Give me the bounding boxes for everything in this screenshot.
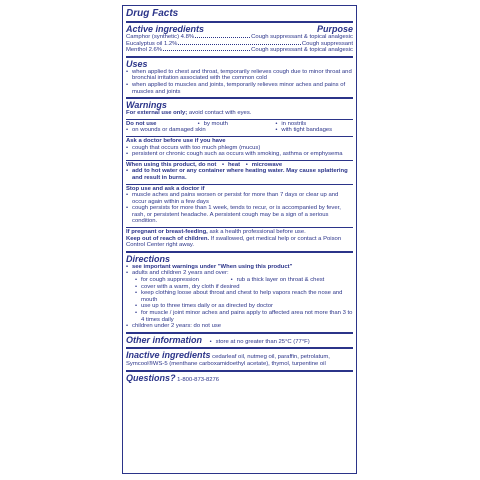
other-information-heading: Other information: [126, 334, 202, 345]
ask-doctor-item: • cough that occurs with too much phlegm (mucus): [126, 145, 353, 152]
ingredient-name: Menthol 2.6%: [126, 47, 163, 54]
warnings-section: [126, 97, 353, 249]
stop-use-label: Stop use and ask a doctor if: [126, 185, 205, 192]
questions-heading: Questions?: [126, 372, 176, 383]
stop-use-block: [126, 184, 353, 226]
ingredient-name: Camphor (synthetic) 4.8%: [126, 34, 195, 40]
ingredient-purpose: Cough suppressant & topical analgesic: [251, 47, 353, 54]
ask-doctor-label: Ask a doctor before use if you have: [126, 137, 226, 144]
inactive-ingredients-heading: Inactive ingredients: [126, 350, 211, 361]
stop-use-item: • cough persists for more than 1 week, tends to recur, or is accompanied by fever, rash, or persistent headache. A persistent cough may be a sign of a serious condition.: [126, 205, 353, 225]
directions-sub-item: • for cough suppression: [126, 277, 231, 284]
other-information-section: [126, 332, 353, 346]
uses-item: • when applied to muscles and joints, temporarily relieves minor aches and pains of muscles and joints: [126, 82, 353, 95]
do-not-use-label: Do not use: [126, 120, 157, 127]
when-using-item: • add to hot water or any container where heating water. May cause splattering and result in burns.: [126, 168, 353, 181]
directions-section: [126, 251, 353, 330]
ingredient-purpose: Cough suppressant & topical analgesic: [251, 34, 353, 40]
ingredient-row: [126, 41, 353, 48]
when-using-label: When using this product, do not • heat • microwave: [126, 162, 353, 169]
directions-item: • see important warnings under "When using this product": [126, 264, 353, 271]
uses-item: • when applied to chest and throat, temporarily relieves cough due to minor throat and bronchial irritation associated with the common cold: [126, 69, 353, 82]
do-not-use-item: • in nostrils: [275, 121, 353, 128]
directions-sub-item: • cover with a warm, dry cloth if desired: [126, 284, 353, 291]
active-ingredients-heading: Active ingredients: [126, 24, 205, 34]
stop-use-item: • muscle aches and pains worsen or persist for more than 7 days or clear up and occur again within a few days: [126, 192, 353, 205]
do-not-use-item: • by mouth: [198, 121, 276, 128]
warnings-heading: Warnings: [126, 100, 167, 111]
uses-section: [126, 56, 353, 95]
uses-heading: Uses: [126, 58, 148, 69]
other-information-text: • store at no greater than 25°C (77°F): [210, 339, 310, 345]
purpose-heading: Purpose: [316, 24, 353, 34]
questions-section: [126, 370, 353, 384]
questions-phone: 1-800-873-8276: [177, 376, 220, 383]
external-use-line: For external use only; avoid contact with eyes.: [126, 110, 252, 117]
directions-sub-item: • keep clothing loose about throat and chest to help vapors reach the nose and mouth: [126, 290, 353, 303]
ingredient-purpose: Cough suppressant: [301, 40, 353, 47]
do-not-use-block: [126, 119, 353, 134]
ask-doctor-item: • persistent or chronic cough such as occurs with smoking, asthma or emphysema: [126, 151, 353, 158]
inactive-ingredients-text: cedarleaf oil, nutmeg oil, paraffin, petrolatum, Symcool®WS-5 (menthane carboxamidoethyl acetate), thymol, turpentine oil: [126, 354, 330, 367]
ask-doctor-block: [126, 136, 353, 158]
drug-facts-title: Drug Facts: [126, 8, 179, 19]
directions-sub-item: • rub a thick layer on throat & chest: [231, 277, 353, 284]
directions-item: • adults and children 2 years and over:: [126, 270, 353, 277]
active-ingredients-section: [126, 21, 353, 54]
drug-facts-panel: [122, 5, 357, 474]
directions-heading: Directions: [126, 253, 171, 264]
do-not-use-item: • on wounds or damaged skin: [126, 127, 275, 134]
pregnancy-block: If pregnant or breast-feeding, ask a health professional before use. Keep out of reach of children. If swallowed, get medical help or contact a Poison Control Center right away.: [126, 227, 353, 249]
directions-sub-item: • for muscle / joint minor aches and pains apply to affected area not more than 3 to 4 times daily: [126, 310, 353, 323]
when-using-block: [126, 160, 353, 182]
do-not-use-item: • with tight bandages: [275, 127, 353, 134]
ingredient-row: [126, 47, 353, 54]
inactive-ingredients-section: [126, 347, 353, 367]
ingredient-row: [126, 34, 353, 41]
ingredient-name: Eucalyptus oil 1.2%: [126, 40, 178, 47]
directions-item: • children under 2 years: do not use: [126, 323, 353, 330]
cough-row: [126, 277, 353, 284]
directions-sub-item: • use up to three times daily or as directed by doctor: [126, 303, 353, 310]
